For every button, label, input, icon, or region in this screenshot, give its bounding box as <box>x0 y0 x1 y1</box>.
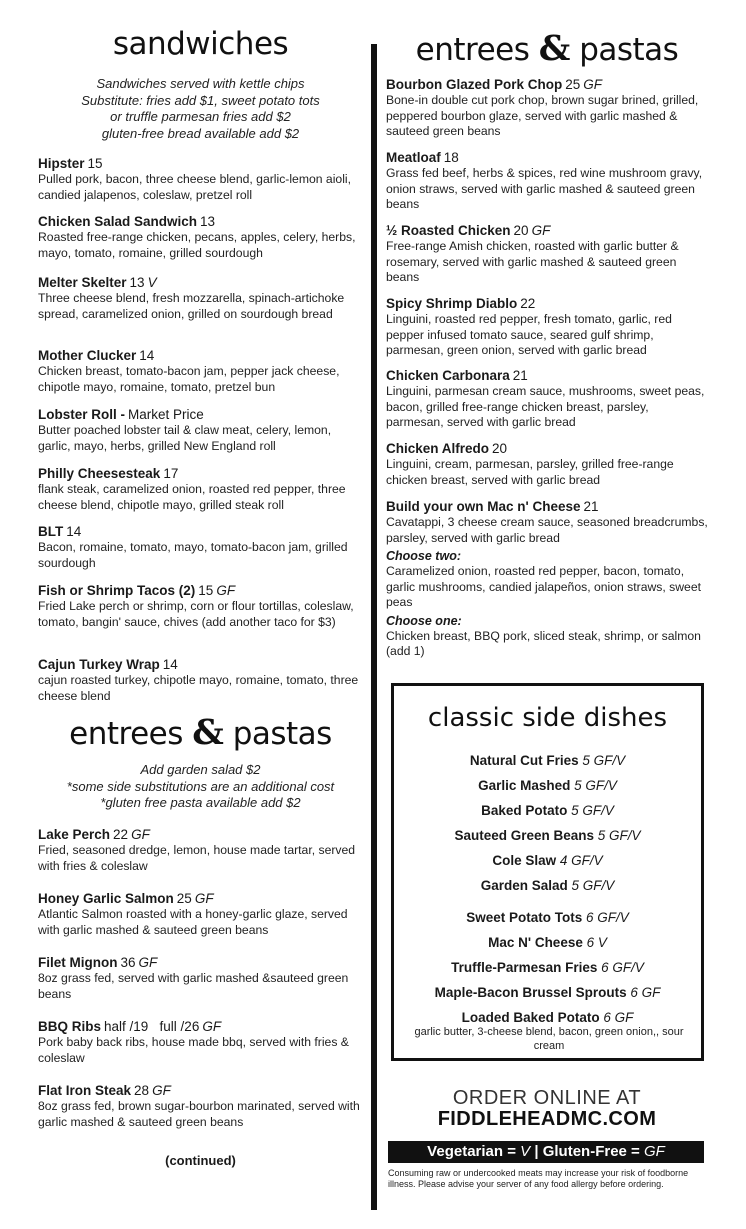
item-name: ½ Roasted Chicken <box>386 223 511 238</box>
menu-item <box>386 76 708 140</box>
side-info: 5 GF/V <box>582 753 626 768</box>
item-name: Bourbon Glazed Pork Chop <box>386 77 563 92</box>
item-price: 25 <box>565 77 581 92</box>
side-item <box>394 853 701 869</box>
item-price: 20 <box>492 441 508 456</box>
side-name: Sweet Potato Tots <box>466 910 583 925</box>
item-name: Honey Garlic Salmon <box>38 891 174 906</box>
item-price: 15 <box>198 583 214 598</box>
side-info: 6 GF <box>630 985 661 1000</box>
heading-word: pastas <box>579 32 679 68</box>
item-price: 21 <box>512 368 528 383</box>
note-line: *gluten free pasta available add $2 <box>100 795 301 810</box>
side-info: 6 GF/V <box>586 910 629 925</box>
item-price: 13 <box>129 275 145 290</box>
side-info: 5 GF/V <box>574 778 617 793</box>
menu-item <box>38 213 363 261</box>
item-price: 14 <box>139 348 155 363</box>
menu-item <box>38 347 363 395</box>
side-item <box>394 910 701 926</box>
item-price: 28 <box>134 1083 150 1098</box>
menu-item <box>38 656 363 704</box>
side-name: Cole Slaw <box>492 853 557 868</box>
side-item <box>394 828 701 844</box>
item-name: Flat Iron Steak <box>38 1083 132 1098</box>
note-line: Add garden salad $2 <box>140 762 261 777</box>
menu-item <box>38 274 363 322</box>
item-price: 36 <box>120 955 136 970</box>
item-description: Linguini, parmesan cream sauce, mushrooms, sweet peas, bacon, grilled free-range chicken breast, parsley, parmesan, served with garlic bread <box>386 384 705 429</box>
loaded-potato-description: garlic butter, 3-cheese blend, bacon, green onion,, sour cream <box>414 1026 684 1052</box>
entrees-pastas-heading <box>38 712 363 753</box>
menu-item <box>386 222 708 286</box>
item-name: Philly Cheesesteak <box>38 466 161 481</box>
side-name: Natural Cut Fries <box>469 753 579 768</box>
column-divider <box>371 44 377 1210</box>
item-name: Build your own Mac n' Cheese <box>386 499 581 514</box>
item-tag: GF <box>202 1019 222 1034</box>
item-price: 14 <box>162 657 178 672</box>
item-name: Chicken Carbonara <box>386 368 510 383</box>
item-price: 18 <box>443 150 459 165</box>
menu-item <box>38 826 363 874</box>
side-item <box>394 803 701 819</box>
side-name: Maple-Bacon Brussel Sprouts <box>434 985 627 1000</box>
item-description: 8oz grass fed, served with garlic mashed &sauteed green beans <box>38 971 349 1001</box>
side-item <box>394 878 701 894</box>
item-tag: GF <box>152 1083 171 1098</box>
menu-item <box>386 149 708 213</box>
item-name: Hipster <box>38 156 85 171</box>
menu-item <box>38 465 363 513</box>
item-name: Fish or Shrimp Tacos (2) <box>38 583 196 598</box>
legend-gluten-free-label: Gluten-Free = <box>542 1143 644 1160</box>
item-name: BLT <box>38 524 64 539</box>
item-name: Mother Clucker <box>38 348 137 363</box>
note-line: Substitute: fries add $1, sweet potato tots <box>81 92 320 108</box>
side-info: 5 GF/V <box>571 878 615 893</box>
side-name: Mac N' Cheese <box>488 935 583 950</box>
item-name: Chicken Alfredo <box>386 441 490 456</box>
item-name: Cajun Turkey Wrap <box>38 657 160 672</box>
side-item <box>394 935 701 951</box>
side-item <box>394 960 701 976</box>
side-info: 5 GF/V <box>597 828 641 843</box>
menu-item <box>38 582 363 630</box>
menu-item <box>386 440 708 488</box>
side-name: Garden Salad <box>480 878 568 893</box>
item-description: Cavatappi, 3 cheese cream sauce, seasoned breadcrumbs, parsley, served with garlic bread <box>386 515 708 545</box>
order-online-label: ORDER ONLINE AT <box>452 1087 642 1109</box>
legend-vegetarian-label: Vegetarian = <box>427 1143 521 1160</box>
side-name: Sauteed Green Beans <box>454 828 595 843</box>
side-item <box>394 753 701 769</box>
item-name: Lake Perch <box>38 827 111 842</box>
note-line: Sandwiches served with kettle chips <box>96 76 305 91</box>
item-description: Linguini, cream, parmesan, parsley, grilled free-range chicken breast, served with garlic bread <box>386 457 674 487</box>
item-name: Chicken Salad Sandwich <box>38 214 198 229</box>
item-name: Meatloaf <box>386 150 441 165</box>
item-price: 14 <box>66 524 82 539</box>
side-info: 5 GF/V <box>571 803 614 818</box>
heading-word: pastas <box>232 716 332 752</box>
menu-item <box>38 155 363 203</box>
entrees-pastas-heading <box>386 28 708 69</box>
item-description: Grass fed beef, herbs & spices, red wine mushroom gravy, onion straws, served with garlic mashed & sauteed green beans <box>386 166 703 211</box>
item-description: Roasted free-range chicken, pecans, apples, celery, herbs, mayo, tomato, romaine, grilled sourdough <box>38 230 356 260</box>
item-price: 25 <box>176 891 192 906</box>
menu-item <box>386 295 708 359</box>
note-line: or truffle parmesan fries add $2 <box>110 109 291 124</box>
item-description: Bone-in double cut pork chop, brown sugar brined, grilled, peppered bourbon glaze, served with garlic mashed & sauteed green beans <box>386 93 699 138</box>
diet-legend <box>388 1141 704 1163</box>
legend-gluten-free-code: GF <box>643 1143 665 1160</box>
item-description: Pulled pork, bacon, three cheese blend, garlic-lemon aioli, candied jalapenos, coleslaw, pretzel roll <box>38 172 351 202</box>
menu-item <box>386 367 708 431</box>
side-info: 6 GF/V <box>601 960 644 975</box>
item-price: 22 <box>520 296 536 311</box>
item-name: Filet Mignon <box>38 955 118 970</box>
side-name: Truffle-Parmesan Fries <box>451 960 598 975</box>
item-description: Bacon, romaine, tomato, mayo, tomato-bacon jam, grilled sourdough <box>38 540 348 570</box>
item-price: 22 <box>113 827 129 842</box>
note-line: *some side substitutions are an additional cost <box>66 778 335 794</box>
order-online-link[interactable]: FIDDLEHEADMC.COM <box>437 1108 657 1130</box>
side-item <box>394 985 701 1001</box>
heading-word: entrees <box>415 32 530 68</box>
item-tag: GF <box>138 955 158 970</box>
choose-one-options: Chicken breast, BBQ pork, sliced steak, shrimp, or salmon (add 1) <box>386 628 701 658</box>
item-description: flank steak, caramelized onion, roasted red pepper, three cheese blend, chipotle mayo, grilled steak roll <box>38 482 346 512</box>
side-name: Baked Potato <box>481 803 568 818</box>
legend-separator: | <box>530 1143 543 1160</box>
side-item <box>394 778 701 794</box>
item-description: Free-range Amish chicken, roasted with garlic butter & rosemary, served with garlic mashed & sauteed green beans <box>386 239 679 284</box>
item-description: Atlantic Salmon roasted with a honey-garlic glaze, served with garlic mashed & sauteed green beans <box>38 907 348 937</box>
side-name: Loaded Baked Potato <box>461 1010 600 1025</box>
sandwiches-heading: sandwiches <box>112 26 289 62</box>
item-description: Fried, seasoned dredge, lemon, house made tartar, served with fries & coleslaw <box>38 843 356 873</box>
item-tag: GF <box>583 77 603 92</box>
food-safety-disclaimer: Consuming raw or undercooked meats may increase your risk of foodborne illness. Please advise your server of any food allergy before ordering. <box>388 1168 689 1189</box>
choose-two-label: Choose two: <box>386 549 461 563</box>
item-description: cajun roasted turkey, chipotle mayo, romaine, tomato, three cheese blend <box>38 673 359 703</box>
choose-one-label: Choose one: <box>386 613 462 628</box>
entrees-notes <box>38 762 363 812</box>
item-description: 8oz grass fed, brown sugar-bourbon marinated, served with garlic mashed & sauteed green beans <box>38 1099 360 1129</box>
menu-item <box>38 1018 363 1066</box>
item-description: Three cheese blend, fresh mozzarella, spinach-artichoke spread, caramelized onion, grilled on sourdough bread <box>38 291 345 321</box>
mac-n-cheese-item <box>386 498 708 660</box>
item-name: Melter Skelter <box>38 275 127 290</box>
item-price: Market Price <box>128 407 204 422</box>
ampersand: & <box>192 712 224 753</box>
item-price: half /19 full /26 <box>104 1019 200 1034</box>
item-tag: GF <box>131 827 150 842</box>
menu-item <box>38 1082 363 1130</box>
side-info: 6 V <box>586 935 607 950</box>
legend-vegetarian-code: V <box>520 1143 531 1160</box>
choose-two-options: Caramelized onion, roasted red pepper, bacon, tomato, garlic mushrooms, candied jalapeños, onion straws, sweet peas <box>386 564 702 609</box>
menu-item <box>38 890 363 938</box>
continued-note: (continued) <box>165 1153 236 1168</box>
item-tag: GF <box>531 223 551 238</box>
item-description: Pork baby back ribs, house made bbq, served with fries & coleslaw <box>38 1035 349 1065</box>
ampersand: & <box>538 28 570 69</box>
menu-item <box>38 406 363 454</box>
note-line: gluten-free bread available add $2 <box>101 125 300 141</box>
item-price: 17 <box>163 466 179 481</box>
item-description: Fried Lake perch or shrimp, corn or flour tortillas, coleslaw, tomato, bangin' sauce, chives (add another taco for $3) <box>38 599 354 629</box>
side-name: Garlic Mashed <box>478 778 571 793</box>
item-description: Butter poached lobster tail & claw meat, celery, lemon, garlic, mayo, herbs, grilled New England roll <box>38 423 332 453</box>
item-tag: GF <box>216 583 236 598</box>
item-price: 13 <box>200 214 216 229</box>
item-name: Lobster Roll - <box>38 407 125 422</box>
item-description: Linguini, roasted red pepper, fresh tomato, garlic, red pepper infused tomato sauce, seared gulf shrimp, parmesan, green onion, served with garlic bread <box>386 312 672 357</box>
side-item <box>394 1010 701 1026</box>
sandwiches-notes <box>38 76 363 142</box>
item-price: 20 <box>513 223 529 238</box>
item-tag: V <box>147 275 157 290</box>
side-dishes-box <box>391 683 704 1061</box>
item-price: 15 <box>87 156 103 171</box>
menu-item <box>38 954 363 1002</box>
menu-item <box>38 523 363 571</box>
item-name: BBQ Ribs <box>38 1019 102 1034</box>
item-description: Chicken breast, tomato-bacon jam, pepper jack cheese, chipotle mayo, romaine, tomato, pretzel bun <box>38 364 340 394</box>
item-tag: GF <box>194 891 214 906</box>
item-price: 21 <box>583 499 599 514</box>
side-dishes-heading: classic side dishes <box>427 703 668 733</box>
heading-word: entrees <box>69 716 183 752</box>
item-name: Spicy Shrimp Diablo <box>386 296 518 311</box>
side-info: 4 GF/V <box>559 853 603 868</box>
side-info: 6 GF <box>603 1010 634 1025</box>
